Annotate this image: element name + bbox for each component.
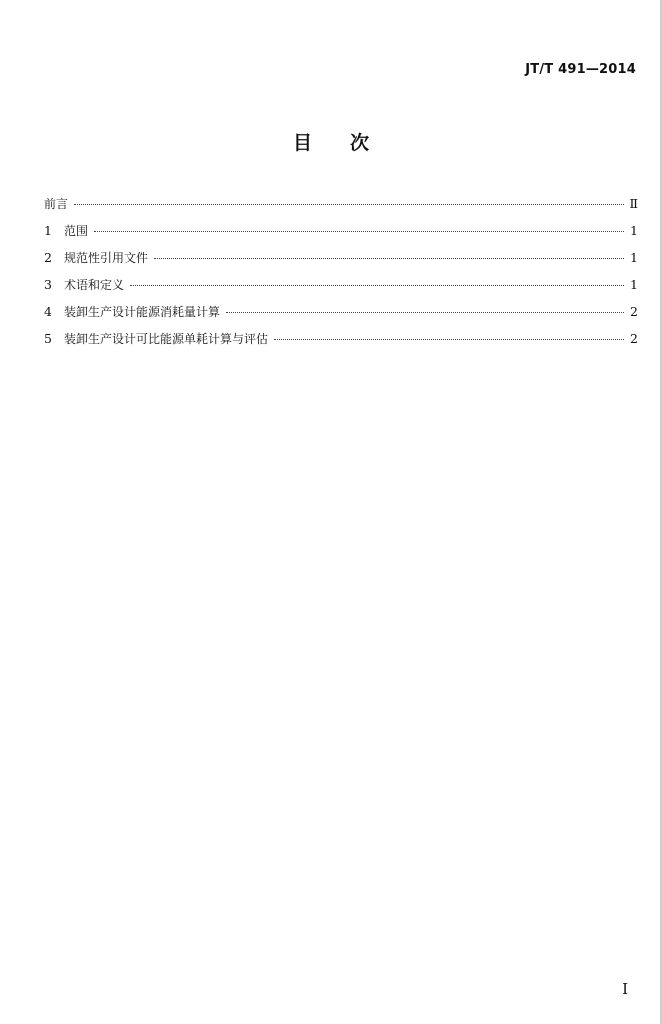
toc-entry-text: 规范性引用文件 bbox=[64, 251, 149, 265]
toc-entry-page: 2 bbox=[630, 304, 638, 319]
toc-leader-dots bbox=[154, 257, 624, 259]
toc-entry-number: 1 bbox=[44, 223, 52, 238]
toc-leader-dots bbox=[74, 203, 623, 205]
toc-entry-page: 1 bbox=[630, 250, 638, 265]
toc-entry-foreword[interactable] bbox=[44, 190, 638, 217]
toc-entry-page: 1 bbox=[630, 223, 638, 238]
toc-entry-number: 3 bbox=[44, 277, 52, 292]
toc-leader-dots bbox=[130, 284, 624, 286]
toc-entry-unit-energy-evaluation[interactable] bbox=[44, 325, 638, 352]
toc-title bbox=[0, 128, 662, 155]
toc-entry-page: 1 bbox=[630, 277, 638, 292]
toc-entry-page: 2 bbox=[630, 331, 638, 346]
toc-leader-dots bbox=[274, 338, 624, 340]
toc-entry-text: 前言 bbox=[44, 197, 69, 211]
toc-entry-normative-references[interactable] bbox=[44, 244, 638, 271]
toc-entry-number: 5 bbox=[44, 331, 52, 346]
toc-entry-text: 范围 bbox=[64, 224, 89, 238]
toc-entry-terms-definitions[interactable] bbox=[44, 271, 638, 298]
toc-entry-energy-consumption-calculation[interactable] bbox=[44, 298, 638, 325]
toc-entry-page: Ⅱ bbox=[629, 196, 638, 211]
toc-leader-dots bbox=[226, 311, 624, 313]
page-number-footer: I bbox=[622, 980, 628, 998]
toc-leader-dots bbox=[94, 230, 624, 232]
toc-title-char-1: 目 bbox=[292, 132, 312, 154]
toc-entry-text: 装卸生产设计能源消耗量计算 bbox=[64, 305, 221, 319]
toc-list bbox=[44, 190, 638, 352]
toc-entry-number: 2 bbox=[44, 250, 52, 265]
toc-entry-number: 4 bbox=[44, 304, 52, 319]
toc-entry-scope[interactable] bbox=[44, 217, 638, 244]
standard-code-header: JT/T 491—2014 bbox=[525, 62, 636, 77]
toc-entry-text: 装卸生产设计可比能源单耗计算与评估 bbox=[64, 332, 269, 346]
toc-title-char-2: 次 bbox=[350, 132, 370, 154]
toc-entry-text: 术语和定义 bbox=[64, 278, 125, 292]
